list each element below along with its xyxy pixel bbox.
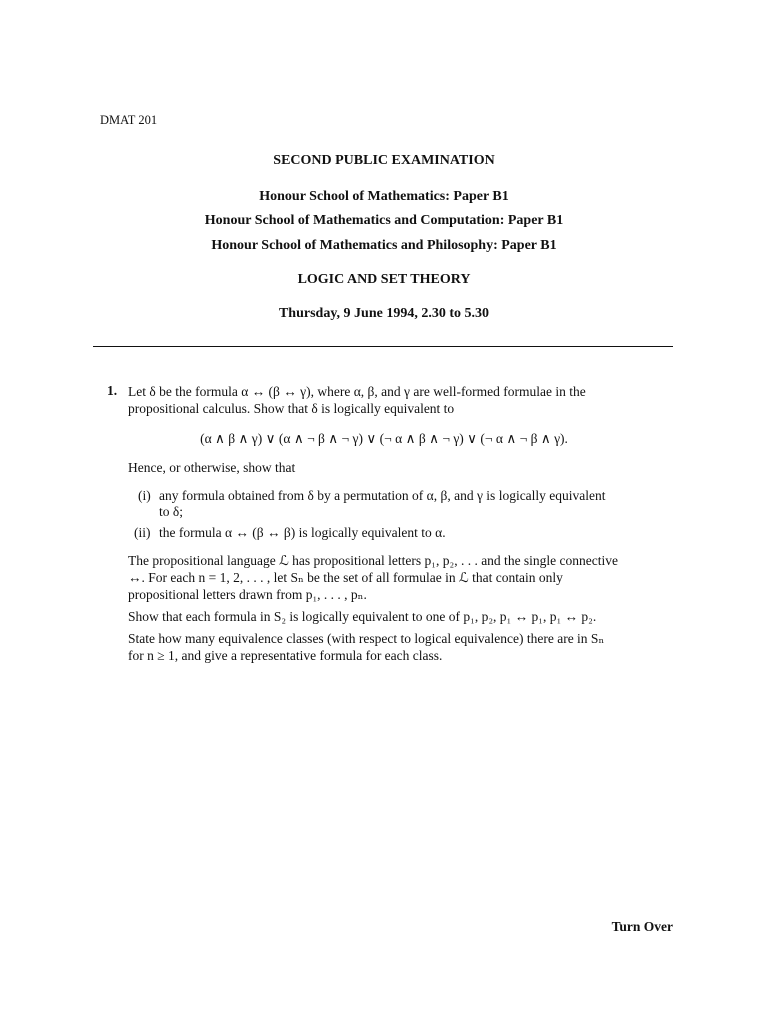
show-s2-text: Show that each formula in S₂ is logically equivalent to one of p₁, p₂, p₁ ↔ p₁, p₁ ↔ p₂. bbox=[128, 609, 597, 624]
question-intro-line-2: propositional calculus. Show that δ is logically equivalent to bbox=[128, 401, 455, 416]
language-para-line-1: The propositional language ℒ has propositional letters p₁, p₂, . . . and the single connective bbox=[128, 553, 619, 568]
part-ii-line-1: the formula α ↔ (β ↔ β) is logically equivalent to α. bbox=[159, 525, 446, 540]
exam-date-time: Thursday, 9 June 1994, 2.30 to 5.30 bbox=[278, 306, 490, 321]
part-i-line-1: any formula obtained from δ by a permutation of α, β, and γ is logically equivalent bbox=[159, 488, 606, 503]
hence-text: Hence, or otherwise, show that bbox=[128, 460, 296, 475]
subject-title: LOGIC AND SET THEORY bbox=[297, 272, 471, 287]
exam-title: SECOND PUBLIC EXAMINATION bbox=[273, 153, 495, 168]
question-intro-line-1: Let δ be the formula α ↔ (β ↔ γ), where α, β, and γ are well-formed formulae in the bbox=[128, 384, 586, 399]
turn-over-label: Turn Over bbox=[611, 919, 673, 934]
question-number: 1. bbox=[107, 383, 118, 398]
header-divider bbox=[93, 346, 673, 347]
state-line-1: State how many equivalence classes (with respect to logical equivalence) there are in Sₙ bbox=[128, 631, 605, 646]
part-ii-label: (ii) bbox=[134, 525, 151, 540]
display-formula: (α ∧ β ∧ γ) ∨ (α ∧ ¬ β ∧ ¬ γ) ∨ (¬ α ∧ β ∧ ¬ γ) ∨ (¬ α ∧ ¬ β ∧ γ). bbox=[200, 431, 568, 446]
school-line-3: Honour School of Mathematics and Philosophy: Paper B1 bbox=[211, 238, 557, 253]
course-code: DMAT 201 bbox=[100, 113, 158, 127]
school-line-1: Honour School of Mathematics: Paper B1 bbox=[259, 189, 509, 204]
language-para-line-3: propositional letters drawn from p₁, . . . , pₙ. bbox=[128, 587, 367, 602]
part-i-label: (i) bbox=[138, 488, 151, 503]
state-line-2: for n ≥ 1, and give a representative formula for each class. bbox=[128, 648, 443, 663]
school-line-2: Honour School of Mathematics and Computation: Paper B1 bbox=[204, 213, 564, 228]
language-para-line-2: ↔. For each n = 1, 2, . . . , let Sₙ be the set of all formulae in ℒ that contain only bbox=[128, 570, 563, 585]
part-i-line-2: to δ; bbox=[159, 504, 183, 519]
